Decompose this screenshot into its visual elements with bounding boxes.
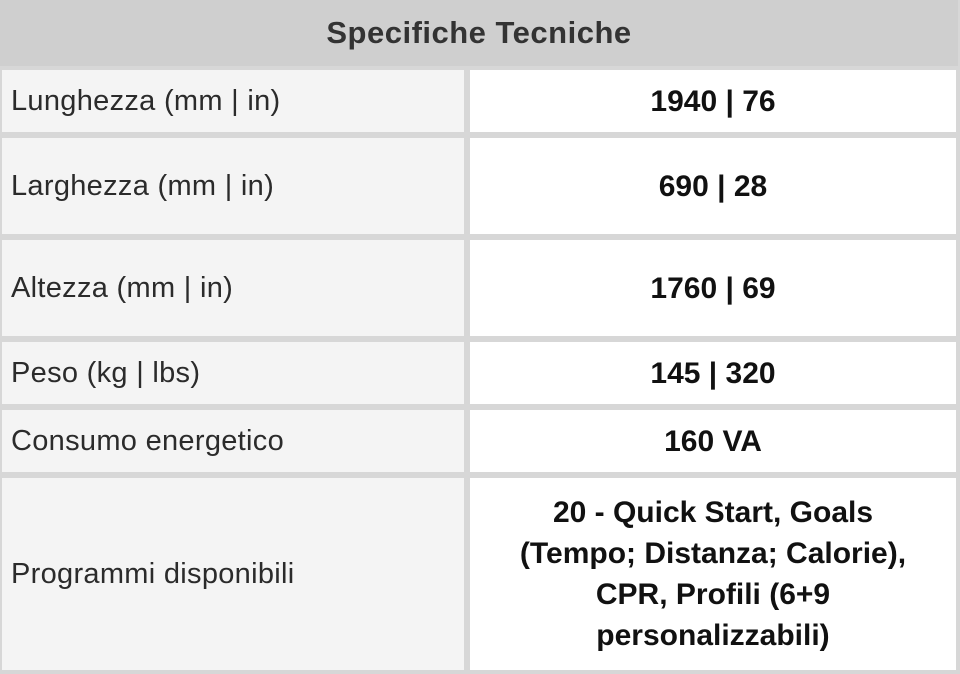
table-row-programs (0, 478, 960, 670)
table-row-power-consumption (0, 410, 960, 472)
row-value: 690 | 28 (470, 138, 956, 234)
row-value: 1760 | 69 (470, 240, 956, 336)
row-label: Lunghezza (mm | in) (2, 70, 464, 132)
row-label: Programmi disponibili (2, 478, 464, 670)
table-title: Specifiche Tecniche (0, 0, 958, 66)
row-label: Consumo energetico (2, 410, 464, 472)
table-row-length (0, 70, 960, 132)
table-row-height (0, 240, 960, 336)
row-value: 20 - Quick Start, Goals (Tempo; Distanza; Calorie), CPR, Profili (6+9 personalizzabili) (470, 478, 956, 670)
row-value: 1940 | 76 (470, 70, 956, 132)
row-label: Larghezza (mm | in) (2, 138, 464, 234)
table-row-width (0, 138, 960, 234)
row-value: 145 | 320 (470, 342, 956, 404)
row-value: 160 VA (470, 410, 956, 472)
table-row-weight (0, 342, 960, 404)
row-label: Peso (kg | lbs) (2, 342, 464, 404)
row-label: Altezza (mm | in) (2, 240, 464, 336)
